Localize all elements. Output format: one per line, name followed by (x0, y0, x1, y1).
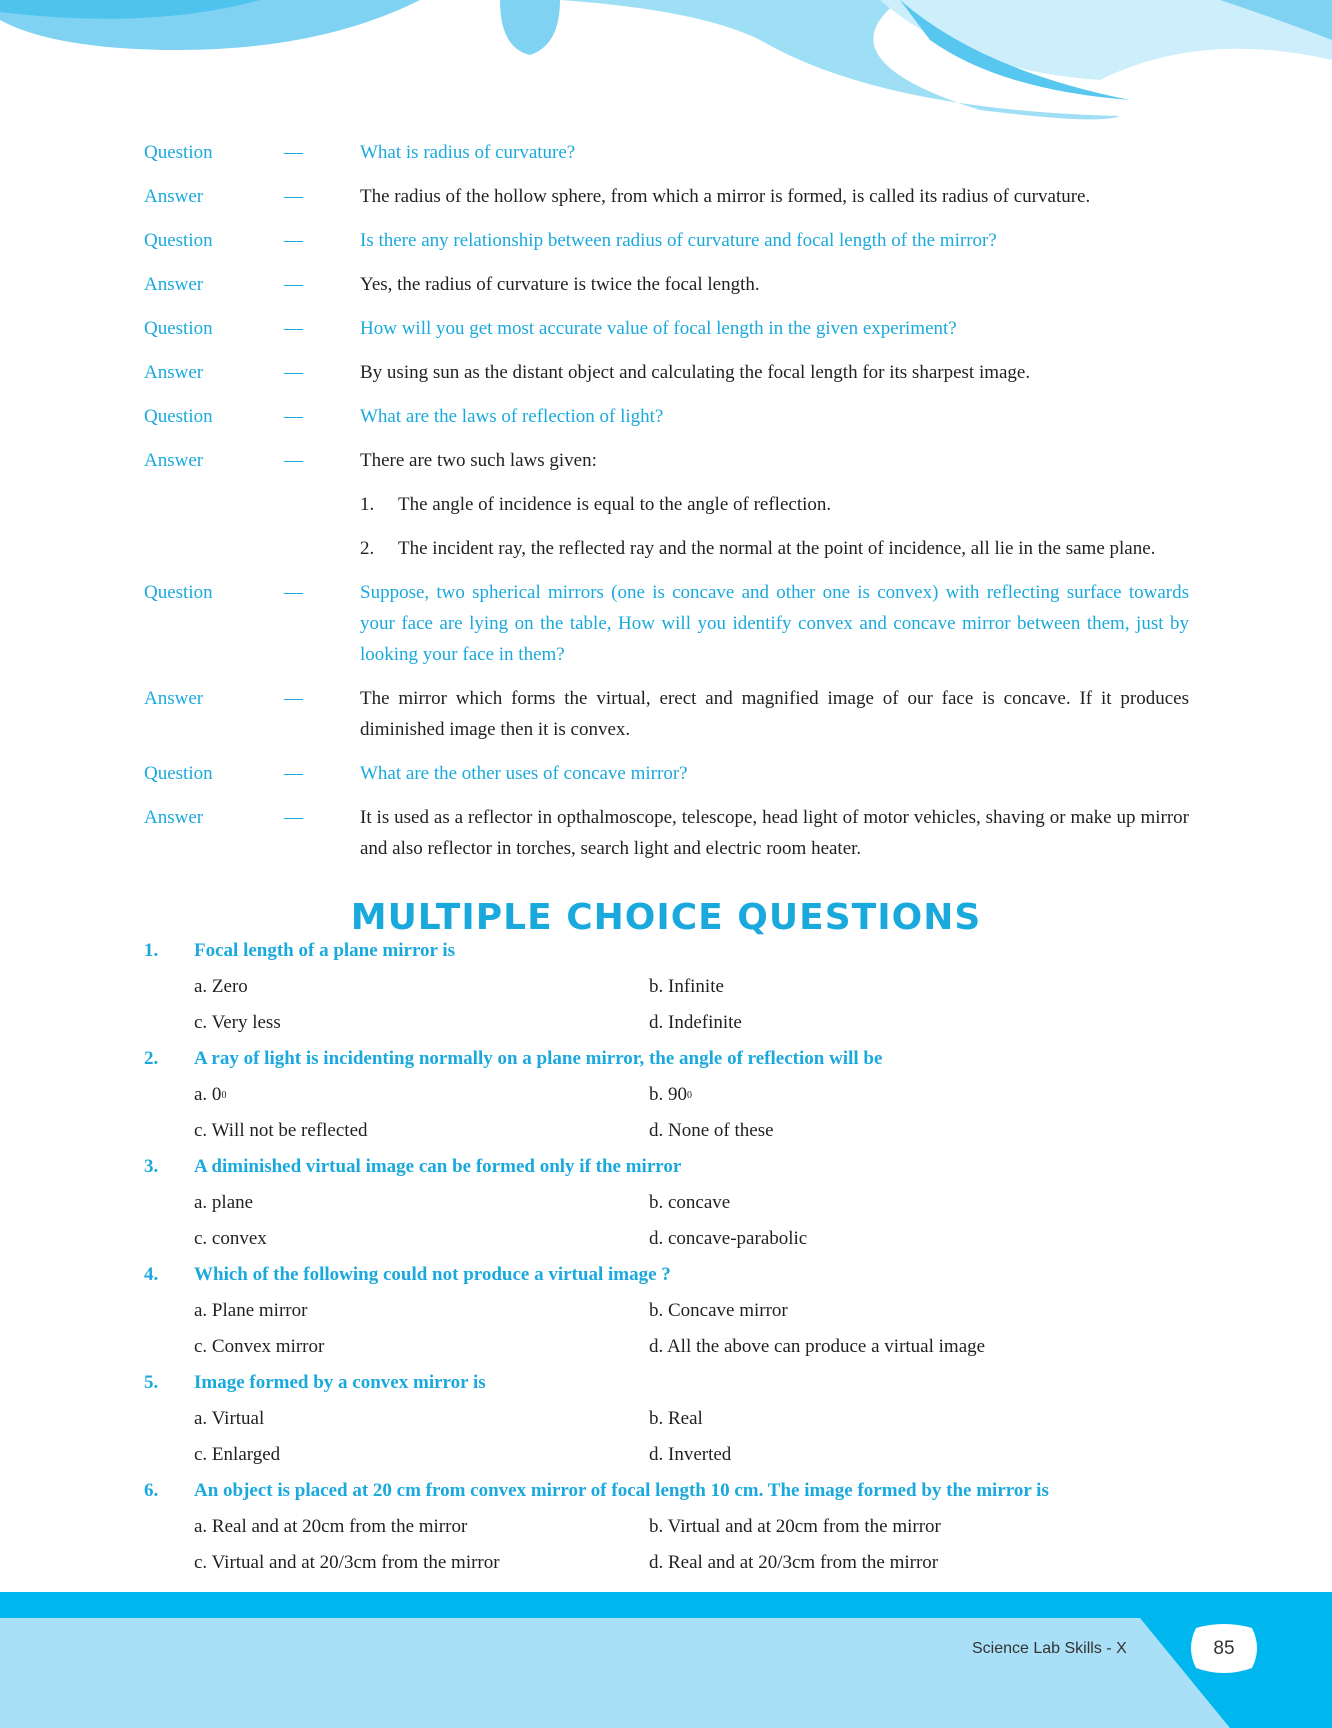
mcq-question (144, 1041, 1204, 1077)
mcq-options (144, 1509, 1204, 1581)
option-text: c. Very less (194, 1012, 281, 1033)
option-text: b. Infinite (649, 976, 724, 997)
mcq-options (144, 1293, 1204, 1365)
book-title: Science Lab Skills - X (972, 1640, 1127, 1657)
mcq-option (649, 1509, 1104, 1545)
mcq-option (649, 1185, 1104, 1221)
row-label: Answer (144, 362, 204, 383)
mcq-number: 6. (144, 1480, 159, 1501)
law-number: 2. (360, 538, 375, 559)
row-dash: — (284, 406, 303, 427)
mcq-question (144, 1473, 1204, 1509)
mcq-options (144, 1077, 1204, 1149)
option-text: a. 0 (194, 1084, 222, 1105)
row-dash: — (284, 763, 303, 784)
mcq-option (649, 1329, 1104, 1365)
option-text: c. Will not be reflected (194, 1120, 368, 1141)
row-dash: — (284, 688, 303, 709)
mcq-option (194, 1401, 649, 1437)
mcq-option (649, 969, 1104, 1005)
option-text: b. Virtual and at 20cm from the mirror (649, 1516, 941, 1537)
row-dash: — (284, 362, 303, 383)
question-text: Suppose, two spherical mirrors (one is concave and other one is convex) with reflecting surface towards your face are lying on the table, How will you identify convex and concave mirror between them, just by looking your face in them? (360, 582, 1189, 665)
row-label: Answer (144, 274, 204, 295)
row-label: Question (144, 582, 213, 603)
question-row (144, 313, 1189, 344)
question-row (144, 225, 1189, 256)
mcq-question-text: A ray of light is incidenting normally on a plane mirror, the angle of reflection will be (194, 1048, 883, 1069)
answer-text: There are two such laws given: (360, 450, 597, 471)
question-row (144, 577, 1189, 670)
option-text: c. Enlarged (194, 1444, 281, 1465)
question-text: What are the laws of reflection of light? (360, 406, 664, 427)
answer-row (144, 445, 1189, 476)
footer-band (0, 1592, 1332, 1728)
option-text: b. 90 (649, 1084, 687, 1105)
mcq-option (649, 1077, 1104, 1113)
row-label: Question (144, 318, 213, 339)
option-text: a. plane (194, 1192, 254, 1213)
law-text: The angle of incidence is equal to the angle of reflection. (398, 494, 832, 515)
mcq-option (649, 1005, 1104, 1041)
mcq-option (649, 1437, 1104, 1473)
option-text: d. Real and at 20/3cm from the mirror (649, 1552, 939, 1573)
answer-text: The mirror which forms the virtual, erect and magnified image of our face is concave. If it produces diminished image then it is convex. (360, 688, 1189, 740)
row-dash: — (284, 318, 303, 339)
top-wave-decoration (0, 0, 1332, 130)
mcq-question-text: Which of the following could not produce a virtual image ? (194, 1264, 671, 1285)
mcq-question-text: Focal length of a plane mirror is (194, 940, 456, 961)
question-row (144, 401, 1189, 432)
answer-text: Yes, the radius of curvature is twice the focal length. (360, 274, 760, 295)
mcq-options (144, 1401, 1204, 1473)
mcq-option (194, 1185, 649, 1221)
row-label: Answer (144, 688, 204, 709)
option-text: d. Inverted (649, 1444, 732, 1465)
page-number: 85 (1213, 1638, 1235, 1659)
mcq-option (649, 1113, 1104, 1149)
mcq-option (649, 1545, 1104, 1581)
option-text: d. None of these (649, 1120, 774, 1141)
law-item (144, 533, 1189, 564)
option-text: a. Plane mirror (194, 1300, 308, 1321)
option-text: a. Real and at 20cm from the mirror (194, 1516, 468, 1537)
option-text: c. Virtual and at 20/3cm from the mirror (194, 1552, 500, 1573)
mcq-number: 2. (144, 1048, 159, 1069)
mcq-question-text: An object is placed at 20 cm from convex mirror of focal length 10 cm. The image formed by the mirror is (194, 1480, 1049, 1501)
mcq-question (144, 1365, 1204, 1401)
row-label: Answer (144, 450, 204, 471)
mcq-question-text: Image formed by a convex mirror is (194, 1372, 486, 1393)
mcq-question (144, 933, 1204, 969)
mcq-list (144, 933, 1204, 1581)
mcq-question (144, 1257, 1204, 1293)
question-answer-list (144, 137, 1189, 877)
mcq-question-text: A diminished virtual image can be formed only if the mirror (194, 1156, 682, 1177)
row-dash: — (284, 142, 303, 163)
question-text: What is radius of curvature? (360, 142, 576, 163)
question-text: Is there any relationship between radius of curvature and focal length of the mirror? (360, 230, 997, 251)
option-text: b. Real (649, 1408, 703, 1429)
mcq-option (194, 1077, 649, 1113)
option-text: b. concave (649, 1192, 731, 1213)
mcq-option (649, 1401, 1104, 1437)
option-text: c. convex (194, 1228, 267, 1249)
question-text: What are the other uses of concave mirror? (360, 763, 688, 784)
row-dash: — (284, 450, 303, 471)
answer-text: By using sun as the distant object and calculating the focal length for its sharpest image. (360, 362, 1031, 383)
answer-text: The radius of the hollow sphere, from which a mirror is formed, is called its radius of curvature. (360, 186, 1091, 207)
answer-row (144, 181, 1189, 212)
mcq-question (144, 1149, 1204, 1185)
mcq-options (144, 1185, 1204, 1257)
option-text: c. Convex mirror (194, 1336, 325, 1357)
row-dash: — (284, 230, 303, 251)
option-text: d. Indefinite (649, 1012, 742, 1033)
row-dash: — (284, 274, 303, 295)
mcq-number: 5. (144, 1372, 159, 1393)
mcq-number: 4. (144, 1264, 159, 1285)
mcq-option (194, 1437, 649, 1473)
mcq-option (194, 1329, 649, 1365)
row-label: Question (144, 763, 213, 784)
row-dash: — (284, 582, 303, 603)
mcq-number: 1. (144, 940, 159, 961)
answer-row (144, 802, 1189, 864)
row-label: Question (144, 406, 213, 427)
degree-superscript: 0 (687, 1089, 692, 1101)
question-row (144, 758, 1189, 789)
degree-superscript: 0 (221, 1089, 227, 1101)
mcq-option (194, 1293, 649, 1329)
answer-row (144, 683, 1189, 745)
row-label: Question (144, 230, 213, 251)
mcq-option (194, 1113, 649, 1149)
row-dash: — (284, 186, 303, 207)
mcq-option (194, 1545, 649, 1581)
mcq-option (194, 1005, 649, 1041)
law-number: 1. (360, 494, 375, 515)
mcq-number: 3. (144, 1156, 159, 1177)
question-row (144, 137, 1189, 168)
mcq-option (194, 1221, 649, 1257)
question-text: How will you get most accurate value of focal length in the given experiment? (360, 318, 957, 339)
mcq-options (144, 969, 1204, 1041)
mcq-option (194, 969, 649, 1005)
option-text: d. concave-parabolic (649, 1228, 808, 1249)
row-dash: — (284, 807, 303, 828)
option-text: b. Concave mirror (649, 1300, 788, 1321)
answer-row (144, 357, 1189, 388)
option-text: a. Virtual (194, 1408, 265, 1429)
option-text: d. All the above can produce a virtual image (649, 1336, 986, 1357)
option-text: a. Zero (194, 976, 248, 997)
law-text: The incident ray, the reflected ray and the normal at the point of incidence, all lie in the same plane. (398, 538, 1156, 559)
mcq-option (649, 1221, 1104, 1257)
row-label: Question (144, 142, 213, 163)
mcq-option (649, 1293, 1104, 1329)
answer-text: It is used as a reflector in opthalmoscope, telescope, head light of motor vehicles, shaving or make up mirror and also reflector in torches, search light and electric room heater. (360, 807, 1189, 859)
law-item (144, 489, 1189, 520)
row-label: Answer (144, 186, 204, 207)
answer-row (144, 269, 1189, 300)
mcq-option (194, 1509, 649, 1545)
mcq-heading: MULTIPLE CHOICE QUESTIONS (350, 897, 982, 938)
row-label: Answer (144, 807, 204, 828)
